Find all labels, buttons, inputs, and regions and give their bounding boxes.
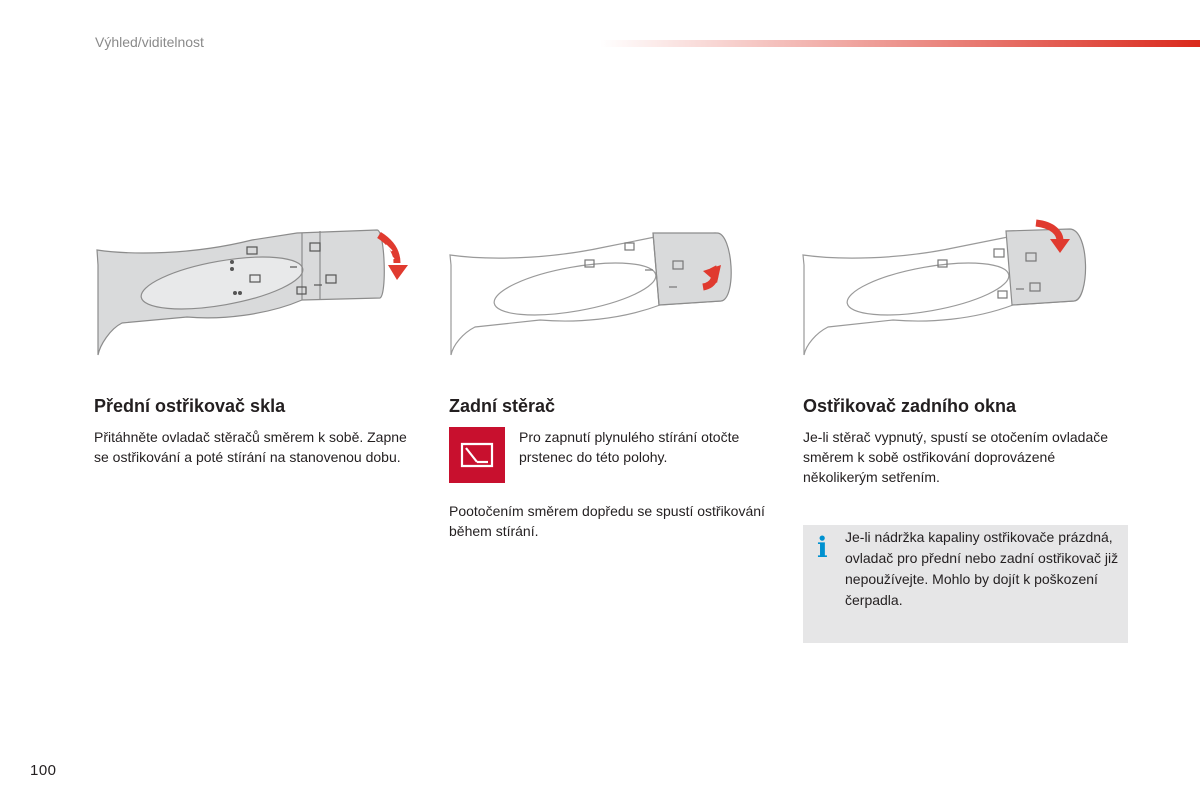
header-accent-bar [600, 40, 1200, 47]
page-number: 100 [30, 762, 57, 779]
rear-wiper-instruction [449, 427, 779, 483]
rear-wiper-text-2: Pootočením směrem dopředu se spustí ostřikování během stírání. [449, 503, 765, 539]
rear-wiper-title: Zadní stěrač [449, 396, 556, 416]
rear-washer-illustration [798, 205, 1138, 365]
section-title: Výhled/viditelnost [95, 34, 204, 50]
rear-wiper-icon [449, 427, 505, 483]
rear-washer-title: Ostřikovač zadního okna [803, 396, 1017, 416]
front-washer-illustration [92, 205, 432, 365]
front-washer-text: Přitáhněte ovladač stěračů směrem k sobě. Zapne se ostřikování a poté stírání na stanovenou dobu. [94, 429, 407, 465]
info-box [803, 525, 1128, 643]
front-washer-title: Přední ostřikovač skla [94, 396, 286, 416]
info-icon: i [817, 531, 828, 564]
rear-washer-section [803, 396, 1133, 487]
front-washer-section [94, 396, 424, 467]
rear-wiper-section [449, 396, 779, 541]
rear-wiper-illustration [445, 205, 785, 365]
info-text: Je-li nádržka kapaliny ostřikovače prázdná, ovladač pro přední nebo zadní ostřikovač již nepoužívejte. Mohlo by dojít k poškození čerpadla. [845, 529, 1119, 608]
rear-washer-text: Je-li stěrač vypnutý, spustí se otočením ovladače směrem k sobě ostřikování doprovázené několikerým setřením. [803, 429, 1109, 485]
rear-wiper-text: Pro zapnutí plynulého stírání otočte prstenec do této polohy. [519, 429, 740, 465]
